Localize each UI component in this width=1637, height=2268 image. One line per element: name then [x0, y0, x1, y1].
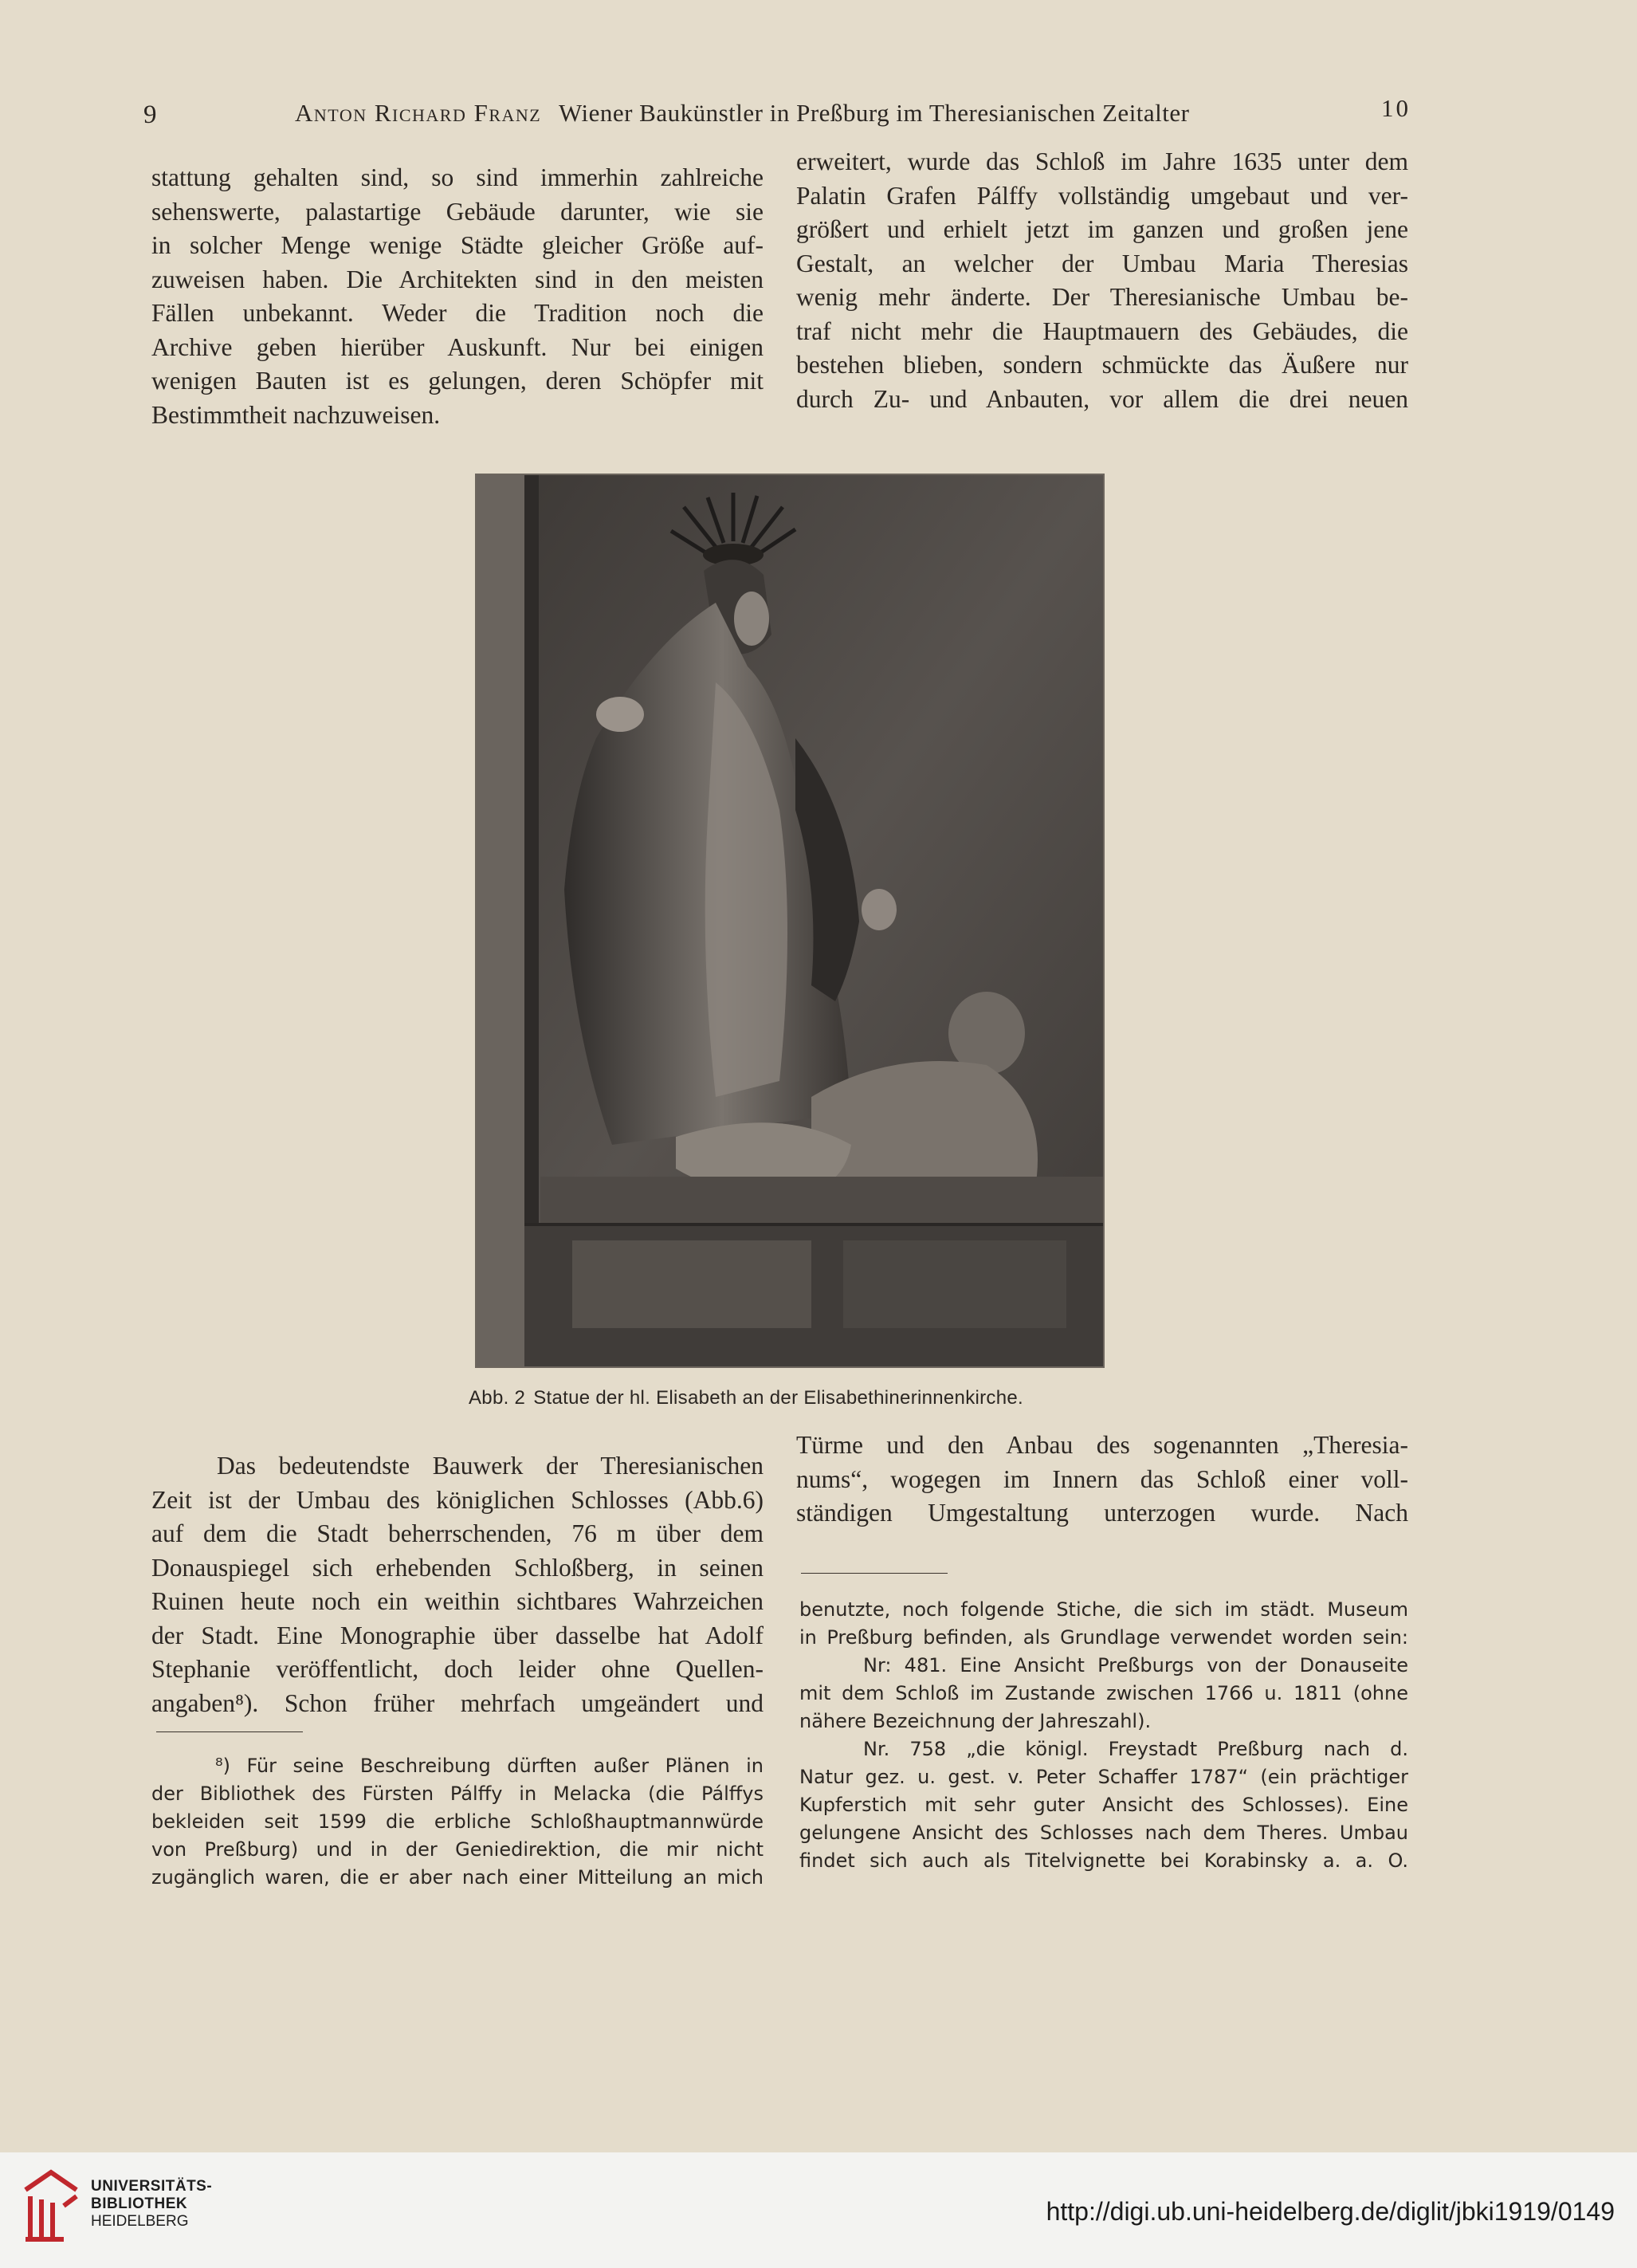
- footnote-line: Nr: 481. Eine Ansicht Preßburgs von der Donauseite: [863, 1654, 1408, 1676]
- footnote-line: der Bibliothek des Fürsten Pálffy in Melacka (die Pálffys: [151, 1783, 764, 1805]
- library-name-line: BIBLIOTHEK: [91, 2195, 188, 2212]
- text-column-left-middle: [151, 1449, 764, 1720]
- running-header: [143, 89, 1411, 129]
- running-title: [295, 99, 1189, 128]
- footnote-line: nähere Bezeichnung der Jahreszahl).: [799, 1710, 1152, 1732]
- footnote-left: [151, 1752, 764, 1892]
- text-line: bestehen blieben, sondern schmückte das Äußere nur: [796, 351, 1408, 379]
- footnote-line: zugänglich waren, die er aber nach einer Mitteilung an mich: [151, 1866, 764, 1889]
- figure-caption-text: Statue der hl. Elisabeth an der Elisabethinerinnenkirche.: [533, 1387, 1023, 1409]
- text-line: erweitert, wurde das Schloß im Jahre 1635 unter dem: [796, 147, 1408, 175]
- text-line: angaben⁸). Schon früher mehrfach umgeändert und: [151, 1688, 764, 1717]
- text-line: wenig mehr änderte. Der Theresianische Umbau be-: [796, 283, 1408, 311]
- text-line: ständigen Umgestaltung unterzogen wurde. Nach: [796, 1499, 1408, 1527]
- footnote-line: findet sich auch als Titelvignette bei Korabinsky a. a. O.: [799, 1849, 1408, 1872]
- text-line: Archive geben hierüber Auskunft. Nur bei einigen: [151, 332, 764, 361]
- text-line: Gestalt, an welcher der Umbau Maria Theresias: [796, 249, 1408, 277]
- footnote-line: bekleiden seit 1599 die erbliche Schloßhauptmannwürde: [151, 1810, 764, 1833]
- text-line: traf nicht mehr die Hauptmauern des Gebäudes, die: [796, 316, 1408, 345]
- text-line: sehenswerte, palastartige Gebäude darunter, wie sie: [151, 197, 764, 226]
- footnote-line: von Preßburg) und in der Geniedirektion, die mir nicht: [151, 1838, 764, 1861]
- footnote-line: Nr. 758 „die königl. Freystadt Preßburg nach d.: [863, 1738, 1408, 1760]
- figure-label: Abb. 2: [469, 1387, 526, 1409]
- text-line: auf dem die Stadt beherrschenden, 76 m über dem: [151, 1519, 764, 1547]
- text-line: zuweisen haben. Die Architekten sind in den meisten: [151, 265, 764, 293]
- statue-photograph: [475, 474, 1105, 1368]
- text-line: in solcher Menge wenige Städte gleicher Größe auf-: [151, 231, 764, 259]
- text-line: Fällen unbekannt. Weder die Tradition noch die: [151, 299, 764, 327]
- library-name-line: UNIVERSITÄTS-: [91, 2178, 213, 2195]
- permalink-url[interactable]: http://digi.ub.uni-heidelberg.de/diglit/jbki1919/0149: [1046, 2197, 1615, 2226]
- library-logo-icon: [19, 2166, 83, 2246]
- footnote-line: ⁸) Für seine Beschreibung dürften außer Plänen in: [215, 1755, 764, 1777]
- text-line: durch Zu- und Anbauten, vor allem die drei neuen: [796, 384, 1408, 413]
- text-column-right-top: [796, 145, 1408, 416]
- footnote-line: gelungene Ansicht des Schlosses nach dem Theres. Umbau: [799, 1822, 1408, 1844]
- footnote-line: Kupferstich mit sehr guter Ansicht des Schlosses). Eine: [799, 1794, 1408, 1816]
- text-line: der Stadt. Eine Monographie über dasselbe hat Adolf: [151, 1621, 764, 1649]
- library-name: [91, 2178, 212, 2231]
- text-line: nums“, wogegen im Innern das Schloß einer voll-: [796, 1464, 1408, 1493]
- text-line: Donauspiegel sich erhebenden Schloßberg, in seinen: [151, 1553, 764, 1582]
- author-name: Anton Richard Franz: [295, 99, 542, 127]
- footnote-line: Natur gez. u. gest. v. Peter Schaffer 1787“ (ein prächtiger: [799, 1766, 1408, 1788]
- text-line: stattung gehalten sind, so sind immerhin zahlreiche: [151, 163, 764, 191]
- text-line: Ruinen heute noch ein weithin sichtbares Wahrzeichen: [151, 1587, 764, 1615]
- footnote-rule-left: [156, 1731, 303, 1732]
- text-line: Zeit ist der Umbau des königlichen Schlosses (Abb.6): [151, 1485, 764, 1514]
- text-line: größert und erhielt jetzt im ganzen und großen jene: [796, 215, 1408, 243]
- article-title: Wiener Baukünstler in Preßburg im Theresianischen Zeitalter: [558, 99, 1190, 127]
- text-line: Türme und den Anbau des sogenannten „Theresia-: [796, 1431, 1408, 1459]
- text-column-left-top: [151, 161, 764, 432]
- text-line: Stephanie veröffentlicht, doch leider ohne Quellen-: [151, 1655, 764, 1683]
- library-name-line: HEIDELBERG: [91, 2213, 189, 2230]
- footnote-line: benutzte, noch folgende Stiche, die sich im städt. Museum: [799, 1598, 1408, 1621]
- footnote-right: [799, 1596, 1408, 1875]
- page-number-right: 10: [1381, 94, 1411, 122]
- page-number-left: 9: [143, 100, 157, 129]
- text-line: Bestimmtheit nachzuweisen.: [151, 400, 441, 429]
- text-line: wenigen Bauten ist es gelungen, deren Schöpfer mit: [151, 367, 764, 395]
- text-line: Das bedeutendste Bauwerk der Theresianischen: [217, 1452, 764, 1480]
- footnote-line: in Preßburg befinden, als Grundlage verwendet worden sein:: [799, 1626, 1408, 1649]
- text-column-right-middle: [796, 1429, 1408, 1531]
- footnote-rule-right: [801, 1573, 948, 1574]
- figure-caption: [469, 1387, 1106, 1409]
- footnote-line: mit dem Schloß im Zustande zwischen 1766 u. 1811 (ohne: [799, 1682, 1408, 1704]
- text-line: Palatin Grafen Pálffy vollständig umgebaut und ver-: [796, 181, 1408, 210]
